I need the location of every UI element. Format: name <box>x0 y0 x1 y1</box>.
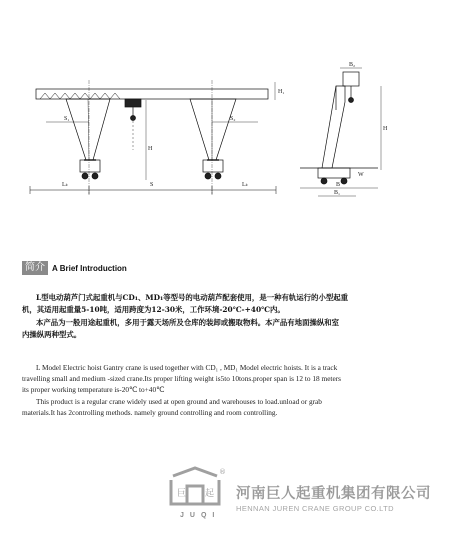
dim-lk-right: Lₖ <box>242 182 249 188</box>
right-leg <box>190 99 236 160</box>
cn-p1-line1: L型电动葫芦门式起重机与CD₁、MD₁等型号的电动葫芦配套使用，是一种有轨运行的小型起重 <box>36 293 349 302</box>
dim-lk-left: Lₖ <box>62 182 69 188</box>
main-girder <box>36 89 268 99</box>
section-heading <box>22 261 127 275</box>
en-p2-line1: This product is a regular crane widely used at open ground and warehouses to load.unload or grab <box>36 396 322 406</box>
section-badge: 简介 <box>22 261 48 275</box>
company-name-cn: 河南巨人起重机集团有限公司 <box>236 486 431 502</box>
dim-height: H <box>148 146 153 152</box>
company-logo-icon <box>165 466 225 512</box>
hoist-trolley <box>125 99 141 107</box>
gantry-crane-diagram <box>0 0 462 250</box>
en-p1-line2: travelling small and medium -sized crane.Its proper lifting weight is5to 10tons.proper span is 12 to 18 meters <box>22 374 341 384</box>
logo-char-right: 起 <box>205 489 215 499</box>
dim-side-h: H <box>383 126 388 132</box>
dim-span: S <box>150 182 154 188</box>
side-leg <box>322 86 345 168</box>
hook-icon <box>131 116 136 121</box>
dim-side-b2: B₂ <box>349 62 356 68</box>
logo-char-left: 巨 <box>177 489 187 499</box>
dim-side-b: B <box>336 182 341 188</box>
cn-p2-line2: 内操纵两种型式。 <box>22 330 82 340</box>
right-end-truck <box>203 160 223 172</box>
side-trolley <box>343 72 359 86</box>
dim-side-w: W <box>358 172 364 178</box>
chinese-intro <box>22 292 442 342</box>
registered-mark: ® <box>219 468 226 476</box>
english-intro <box>22 362 442 418</box>
left-end-truck <box>80 160 100 172</box>
dim-s2: S₂ <box>230 116 236 122</box>
dim-s1: S₁ <box>64 116 70 122</box>
logo-text: JUQI <box>180 512 221 519</box>
section-title: A Brief Introduction <box>52 263 127 273</box>
company-name-en: HENNAN JUREN CRANE GROUP CO.LTD <box>236 504 394 513</box>
company-footer <box>150 462 450 532</box>
en-p1-line3: its proper working temperature is-20℃ to+40℃ <box>22 385 165 395</box>
cn-p1-line2: 机，其适用起重量5-10吨，适用跨度为12-30米，工作环境-20℃-+40℃内。 <box>22 305 285 315</box>
dim-side-b1: B₁ <box>334 190 341 196</box>
en-p2-line2: materials.It has 2controlling methods. namely ground controlling and room controlling. <box>22 407 278 417</box>
en-p1-line1: L Model Electric hoist Gantry crane is used together with CD₁ , MD₁ Model electric hoists. It is a track <box>36 363 338 372</box>
dim-h1: H₁ <box>278 89 285 95</box>
cn-p2-line1: 本产品为一般用途起重机，多用于露天场所及仓库的装卸或搬取物料。本产品有地面操纵和室 <box>36 317 340 327</box>
